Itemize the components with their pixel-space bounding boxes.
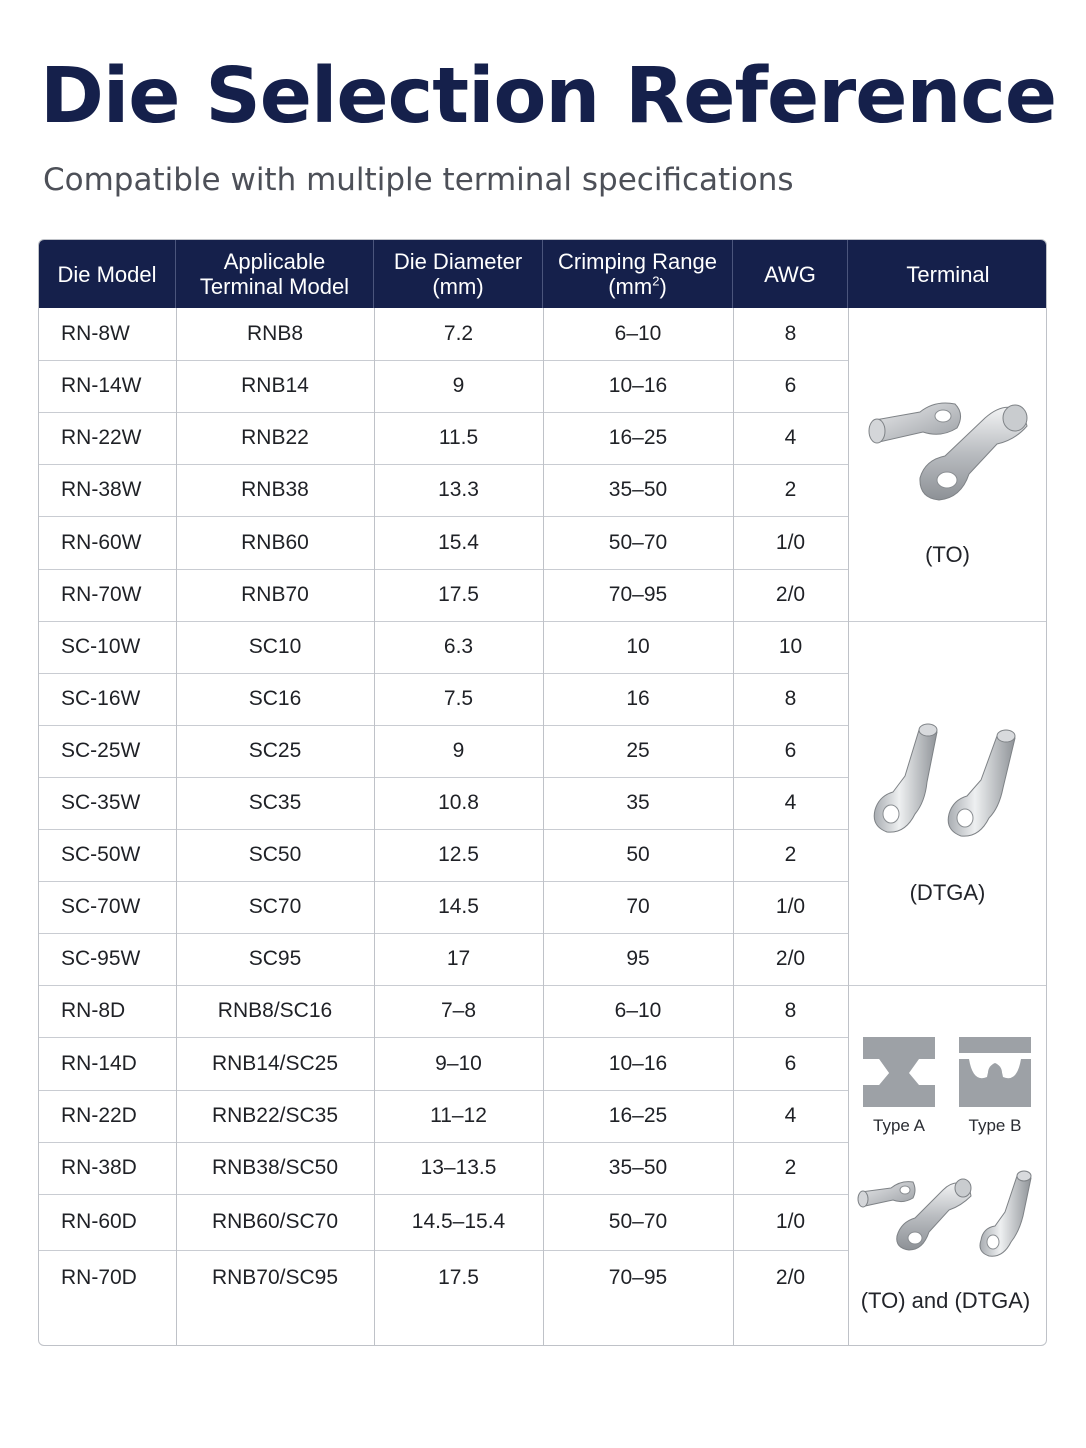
header-die-model: Die Model: [39, 240, 176, 308]
row-divider: [39, 1142, 848, 1143]
awg-cell: 6: [784, 374, 797, 397]
terminal-model-cell: SC25: [248, 739, 302, 762]
die-model-cell: SC-95W: [61, 947, 141, 970]
row-divider: [39, 464, 848, 465]
die-model-cell: RN-22W: [61, 426, 142, 449]
row-divider: [39, 881, 848, 882]
crimping-range-cell: 50: [626, 843, 650, 866]
to-and-dtga-terminal-image: [857, 1170, 1037, 1270]
crimping-range-cell: 16: [626, 687, 650, 710]
table-row: [39, 464, 847, 516]
die-diameter-cell: 7–8: [440, 999, 477, 1022]
table-row: [39, 1037, 847, 1090]
die-model-cell: RN-14W: [61, 374, 142, 397]
die-diameter-cell: 15.4: [438, 530, 479, 554]
die-diameter-cell: 13–13.5: [420, 1156, 497, 1179]
die-diameter-cell: 17: [446, 947, 471, 970]
die-diameter-cell: 17.5: [438, 583, 479, 606]
page-title: Die Selection Reference: [40, 52, 1057, 141]
die-model-cell: RN-70W: [61, 583, 142, 606]
die-diameter-cell: 11–12: [430, 1104, 487, 1127]
row-divider: [39, 829, 848, 830]
terminal-model-cell: RNB22/SC35: [211, 1104, 339, 1127]
crimping-range-cell: 25: [626, 739, 650, 762]
awg-cell: 8: [784, 322, 797, 345]
crimping-range-cell: 70–95: [608, 583, 668, 606]
table-row: [39, 360, 847, 412]
terminal-model-cell: RNB60: [241, 530, 309, 554]
terminal-model-cell: SC10: [248, 635, 302, 658]
table-row: [39, 725, 847, 777]
die-diameter-cell: 13.3: [438, 478, 479, 501]
table-header: [39, 240, 1046, 308]
die-model-cell: RN-8W: [61, 322, 130, 345]
table-row: [39, 308, 847, 360]
awg-cell: 6: [784, 1051, 797, 1075]
die-selection-table: [38, 239, 1047, 1346]
row-divider: [39, 569, 848, 570]
row-divider: [39, 1194, 848, 1195]
die-model-cell: SC-25W: [61, 739, 141, 762]
row-divider: [39, 933, 848, 934]
row-divider: [39, 725, 848, 726]
to-terminal-image: [865, 390, 1035, 510]
die-diameter-cell: 9–10: [435, 1051, 482, 1075]
terminal-model-cell: SC16: [248, 687, 302, 710]
terminal-model-cell: RNB38/SC50: [211, 1156, 339, 1179]
die-diameter-cell: 11.5: [438, 426, 479, 449]
terminal-model-cell: RNB38: [241, 478, 309, 501]
awg-cell: 8: [784, 687, 797, 710]
terminal-model-cell: SC35: [248, 791, 302, 814]
awg-cell: 1/0: [775, 895, 806, 918]
die-diameter-cell: 7.5: [443, 687, 474, 710]
crimping-range-cell: 10–16: [608, 1051, 668, 1075]
crimping-range-cell: 50–70: [608, 1210, 668, 1233]
table-row: [39, 569, 847, 621]
table-row: [39, 985, 847, 1037]
crimping-range-cell: 50–70: [608, 530, 668, 554]
crimping-range-cell: 95: [626, 947, 650, 970]
crimping-range-cell: 6–10: [614, 322, 662, 345]
terminal-model-cell: RNB14/SC25: [211, 1051, 339, 1075]
crimping-range-cell: 35: [626, 791, 650, 814]
die-model-cell: RN-70D: [61, 1266, 137, 1289]
header-crimping-range-text: Crimping Range $(mm^2)$: [558, 249, 717, 299]
column-divider: [374, 308, 375, 1346]
terminal-label-to: (TO): [925, 542, 970, 567]
die-model-cell: RN-60W: [61, 530, 142, 554]
awg-cell: 10: [778, 635, 803, 658]
terminal-label-dtga: (DTGA): [909, 880, 986, 905]
table-row: [39, 881, 847, 933]
row-divider: [39, 412, 848, 413]
die-diameter-cell: 12.5: [438, 843, 479, 866]
die-model-cell: RN-60D: [61, 1210, 137, 1233]
table-row: [39, 1142, 847, 1194]
terminal-model-cell: RNB70/SC95: [211, 1266, 339, 1289]
crimping-range-cell: 16–25: [608, 1104, 668, 1127]
terminal-model-cell: SC70: [248, 895, 302, 918]
terminal-model-cell: RNB14: [241, 374, 309, 397]
row-divider: [39, 777, 848, 778]
awg-cell: 6: [784, 739, 797, 762]
terminal-model-cell: RNB70: [241, 583, 309, 606]
column-divider: [176, 308, 177, 1346]
die-model-cell: SC-10W: [61, 635, 141, 658]
awg-cell: 2/0: [775, 1266, 806, 1289]
die-model-cell: SC-35W: [61, 791, 141, 814]
terminal-label-to-and-dtga: (TO) and (DTGA): [860, 1288, 1031, 1313]
die-model-cell: RN-22D: [61, 1104, 137, 1127]
die-model-cell: SC-70W: [61, 895, 141, 918]
die-diameter-cell: 17.5: [438, 1266, 479, 1289]
crimping-range-cell: 35–50: [608, 1156, 668, 1179]
type-b-die-icon: [959, 1037, 1031, 1107]
type-b-label: Type B: [968, 1116, 1022, 1135]
header-crimping-range: [543, 240, 733, 308]
die-model-cell: RN-38D: [61, 1156, 137, 1179]
header-die-diameter: Die Diameter (mm): [374, 240, 543, 308]
dtga-terminal-image: [865, 722, 1035, 852]
table-row: [39, 1250, 847, 1306]
crimping-range-cell: 10: [626, 635, 650, 658]
die-model-cell: RN-14D: [61, 1051, 137, 1075]
header-terminal: Terminal: [906, 261, 990, 287]
die-diameter-cell: 7.2: [443, 322, 474, 345]
awg-cell: 4: [784, 426, 797, 449]
table-row: [39, 412, 847, 464]
awg-cell: 2: [784, 843, 797, 866]
table-row: [39, 933, 847, 985]
table-row: [39, 1194, 847, 1250]
crimping-range-cell: 35–50: [608, 478, 668, 501]
die-diameter-cell: 6.3: [443, 635, 474, 658]
terminal-model-cell: RNB8/SC16: [217, 999, 333, 1022]
row-divider: [39, 1037, 848, 1038]
die-model-cell: SC-50W: [61, 843, 141, 866]
die-diameter-cell: 14.5: [438, 895, 479, 918]
row-divider: [39, 1250, 848, 1251]
terminal-model-cell: SC95: [248, 947, 302, 970]
terminal-model-cell: RNB60/SC70: [211, 1210, 339, 1233]
type-a-label: Type A: [873, 1116, 925, 1135]
page-subtitle: Compatible with multiple terminal specifications: [43, 162, 794, 198]
crimping-range-cell: 70–95: [608, 1266, 668, 1289]
die-diameter-cell: 10.8: [438, 791, 479, 814]
awg-cell: 1/0: [775, 530, 806, 554]
die-diameter-cell: 9: [452, 739, 465, 762]
table-row: [39, 829, 847, 881]
row-divider: [39, 516, 848, 517]
die-model-cell: SC-16W: [61, 687, 141, 710]
awg-cell: 2/0: [775, 947, 806, 970]
crimping-range-cell: 70: [626, 895, 650, 918]
type-a-die-icon: [863, 1037, 935, 1107]
die-diameter-cell: 14.5–15.4: [411, 1210, 506, 1233]
column-divider: [543, 308, 544, 1346]
column-divider: [733, 308, 734, 1346]
awg-cell: 4: [784, 791, 797, 814]
die-diameter-cell: 9: [452, 374, 465, 397]
die-model-cell: RN-38W: [61, 478, 142, 501]
awg-cell: 2/0: [775, 583, 806, 606]
table-row: [39, 777, 847, 829]
awg-cell: 4: [784, 1104, 797, 1127]
column-divider: [848, 308, 849, 1346]
terminal-model-cell: RNB8: [246, 322, 304, 345]
terminal-model-cell: RNB22: [241, 426, 309, 449]
awg-cell: 2: [784, 478, 797, 501]
header-terminal-model: Applicable Terminal Model: [176, 240, 374, 308]
crimping-range-cell: 6–10: [614, 999, 662, 1022]
row-divider: [39, 1090, 848, 1091]
awg-cell: 1/0: [775, 1210, 806, 1233]
crimping-range-cell: 10–16: [608, 374, 668, 397]
row-divider: [39, 673, 848, 674]
table-row: [39, 516, 847, 569]
table-row: [39, 621, 847, 673]
die-model-cell: RN-8D: [61, 999, 126, 1022]
row-divider: [39, 360, 848, 361]
header-awg: AWG: [733, 240, 848, 308]
crimping-range-cell: 16–25: [608, 426, 668, 449]
table-row: [39, 673, 847, 725]
awg-cell: 8: [784, 999, 797, 1022]
terminal-model-cell: SC50: [248, 843, 302, 866]
awg-cell: 2: [784, 1156, 797, 1179]
table-row: [39, 1090, 847, 1142]
